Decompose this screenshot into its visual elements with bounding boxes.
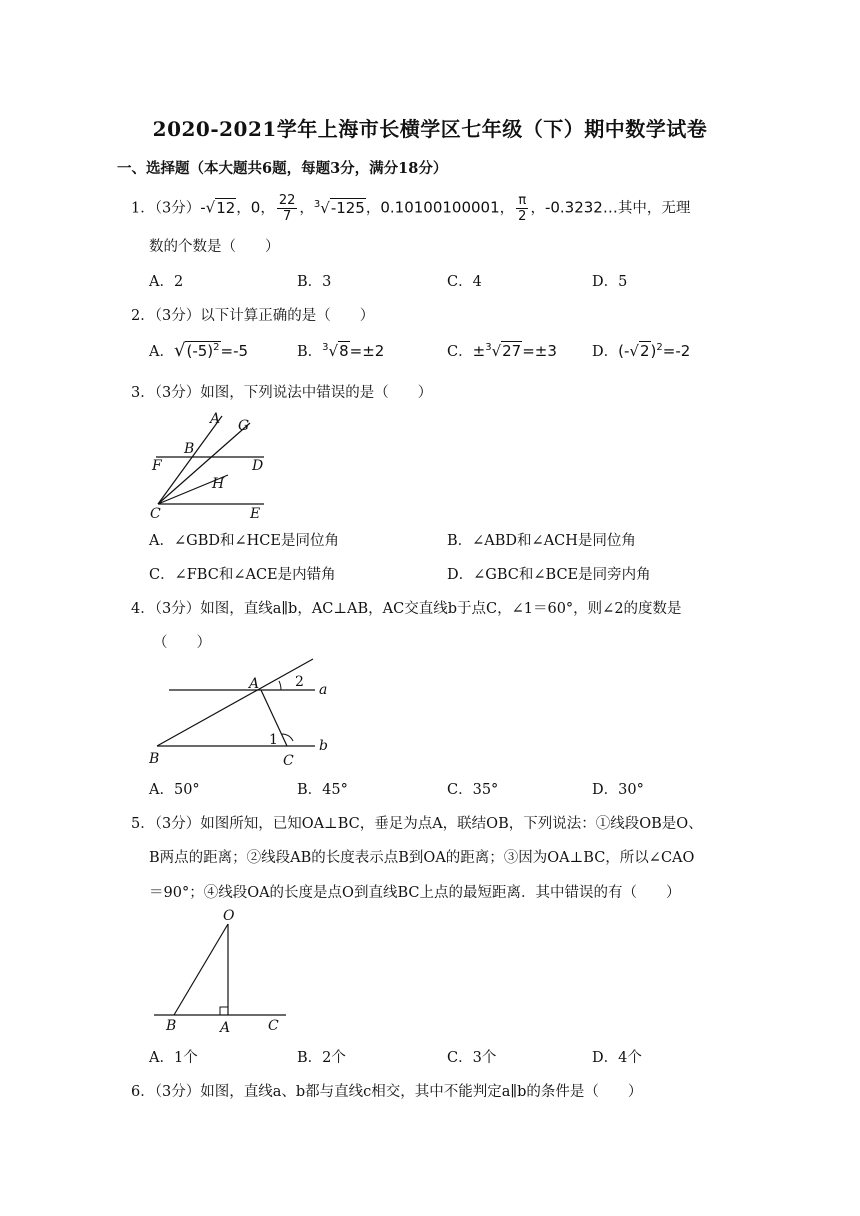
label-A: A	[220, 1020, 231, 1036]
q5-option-b[interactable]: B．2个	[297, 1050, 346, 1066]
section-heading: 一、选择题（本大题共6题，每题3分，满分18分）	[117, 160, 448, 177]
label-C: C	[150, 506, 161, 522]
label-A: A	[210, 411, 221, 427]
q1-sep: ，	[499, 200, 515, 217]
q1-option-c[interactable]: C．4	[447, 274, 482, 290]
label-A: A	[249, 676, 260, 692]
q5-option-c[interactable]: C．3个	[447, 1050, 497, 1066]
label-B: B	[166, 1018, 177, 1034]
q1-sep: ，	[236, 200, 251, 217]
q1-minus: -	[200, 198, 206, 217]
q4-option-d[interactable]: D．30°	[592, 782, 644, 798]
q1-repeating: -0.3232…	[544, 198, 618, 217]
q1-sep: ，	[260, 200, 275, 217]
q1-decimal: 0.10100100001	[380, 198, 500, 217]
label-O: O	[223, 908, 235, 924]
question-1-line-2: 数的个数是（ ）	[149, 239, 280, 255]
page-title: 2020-2021学年上海市长横学区七年级（下）期中数学试卷	[152, 117, 708, 141]
label-B: B	[149, 751, 160, 767]
label-C: C	[268, 1018, 279, 1034]
question-1-number: 1．（3分）	[131, 200, 201, 217]
label-F: F	[152, 458, 162, 474]
q5-option-a[interactable]: A．1个	[149, 1050, 198, 1066]
q3-option-b[interactable]: B．∠ABD和∠ACH是同位角	[447, 533, 636, 549]
question-5-line-3: ＝90°；④线段OA的长度是点O到直线BC上点的最短距离．其中错误的有（ ）	[149, 885, 681, 901]
q1-sep: ，	[530, 200, 545, 217]
label-b: b	[319, 738, 328, 754]
question-3-stem: 3．（3分）如图，下列说法中错误的是（ ）	[131, 385, 433, 401]
label-C: C	[283, 753, 294, 769]
q1-fraction-pi-2: $\frac{\pi}{2}$	[518, 193, 527, 224]
q1-sep: ，	[365, 200, 381, 217]
question-1-line-1	[131, 193, 690, 224]
q4-option-c[interactable]: C．35°	[447, 782, 499, 798]
q2-option-b[interactable]: B．$^3$√8=±2	[297, 342, 385, 360]
q4-figure	[145, 653, 345, 771]
q2-option-d[interactable]: D．$(-√2)^2=-2$	[592, 342, 691, 360]
q1-zero: 0	[250, 198, 261, 217]
q1-fraction-22-7: $\frac{22}{7}$	[278, 193, 296, 224]
question-4-stem: 4．（3分）如图，直线a∥b，AC⊥AB，AC交直线b于点C，∠1＝60°，则∠2的度数是	[131, 601, 682, 617]
q1-option-a[interactable]: A．2	[149, 274, 184, 290]
q2-option-c[interactable]: C．±$^3$√27=±3	[447, 342, 557, 360]
label-D: D	[252, 458, 264, 474]
question-2-stem: 2．（3分）以下计算正确的是（ ）	[131, 308, 375, 324]
question-5-line-2: B两点的距离；②线段AB的长度表示点B到OA的距离；③因为OA⊥BC，所以∠CAO	[149, 850, 695, 866]
q1-cbrt-neg125: $^3$√-125	[313, 198, 365, 217]
q1-sqrt-12: √12	[205, 198, 236, 217]
label-a: a	[319, 682, 328, 698]
angle-2-label: 2	[295, 674, 304, 690]
q4-option-b[interactable]: B．45°	[297, 782, 348, 798]
angle-1-label: 1	[269, 732, 278, 748]
label-E: E	[250, 506, 261, 522]
label-G: G	[238, 418, 250, 434]
q3-option-d[interactable]: D．∠GBC和∠BCE是同旁内角	[447, 567, 651, 583]
q1-option-b[interactable]: B．3	[297, 274, 332, 290]
q1-tail: 其中，无理	[617, 200, 691, 217]
label-B: B	[184, 441, 195, 457]
label-H: H	[212, 476, 225, 492]
question-5-line-1: 5．（3分）如图所知，已知OA⊥BC，垂足为点A，联结OB，下列说法：①线段OB是O、	[131, 816, 703, 832]
q4-option-a[interactable]: A．50°	[149, 782, 200, 798]
question-4-line-2: （ ）	[153, 635, 211, 651]
q3-figure	[140, 408, 280, 520]
q2-option-a[interactable]: A．$√(-5)^2=-5$	[149, 340, 249, 361]
q3-option-c[interactable]: C．∠FBC和∠ACE是内错角	[149, 567, 336, 583]
q1-option-d[interactable]: D．5	[592, 274, 628, 290]
q3-option-a[interactable]: A．∠GBD和∠HCE是同位角	[149, 533, 339, 549]
q5-option-d[interactable]: D．4个	[592, 1050, 642, 1066]
q5-figure	[150, 908, 290, 1036]
question-6-stem: 6．（3分）如图，直线a、b都与直线c相交，其中不能判定a∥b的条件是（ ）	[131, 1084, 643, 1100]
q1-sep: ，	[299, 200, 314, 217]
